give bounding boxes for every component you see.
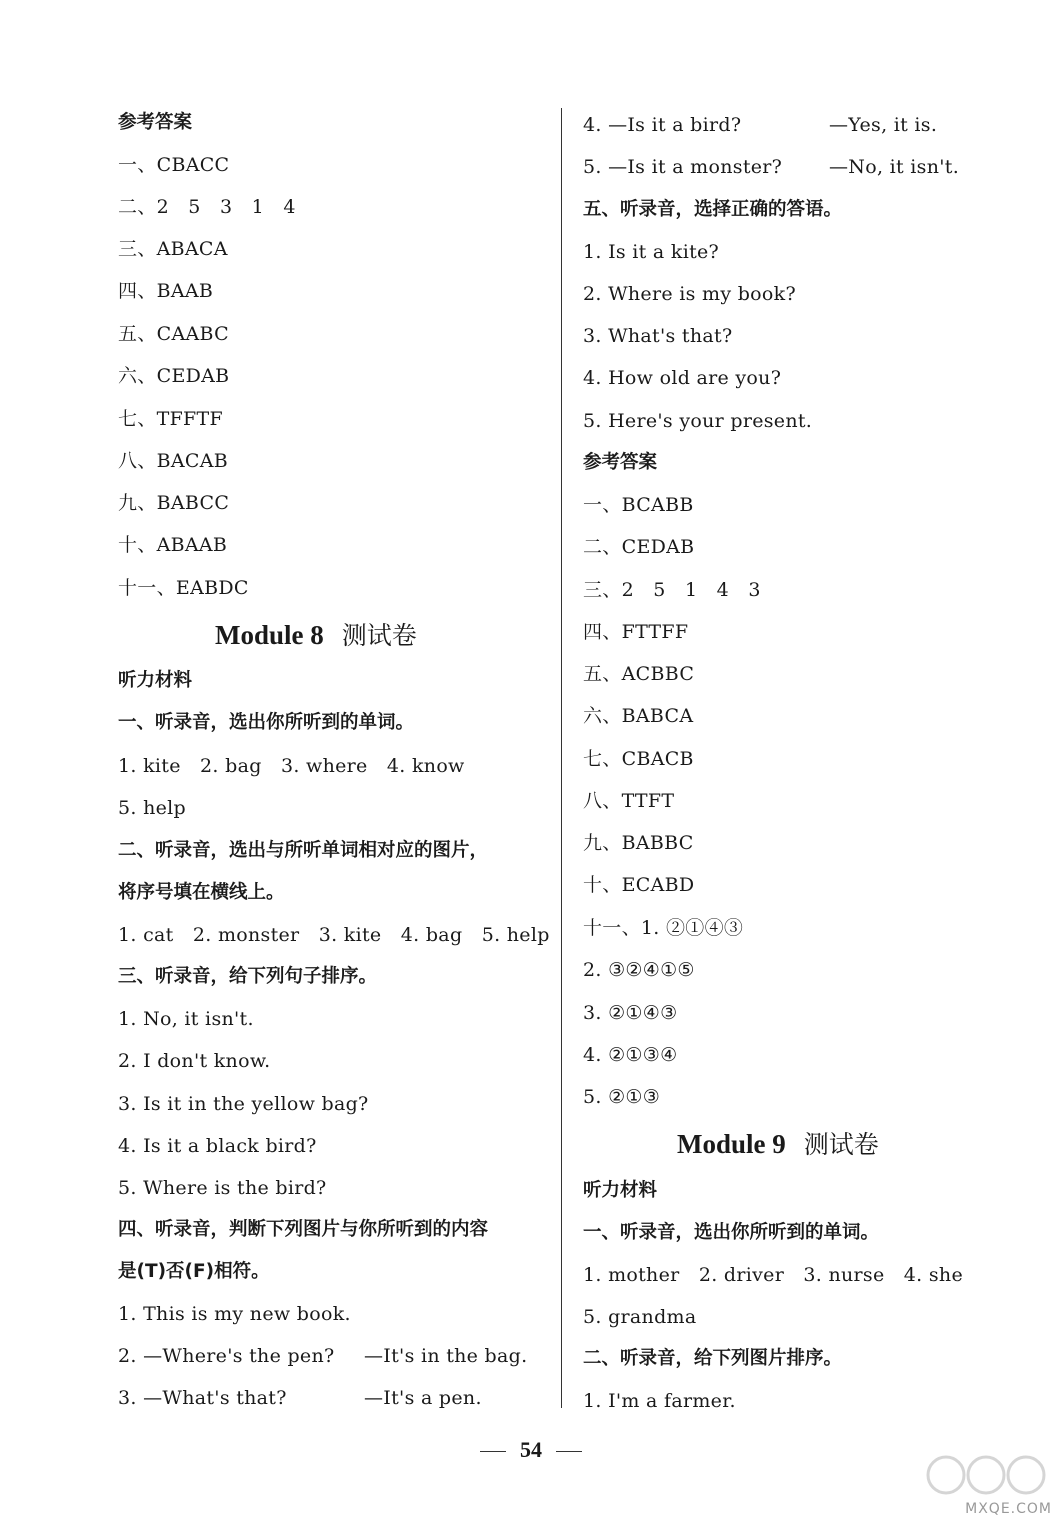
answer-line: 十一、EABDC: [118, 577, 249, 599]
dialogue-line: [118, 1385, 482, 1411]
listening-heading: 听力材料: [583, 1180, 658, 1201]
question-heading: 一、听录音，选出你所听到的单词。: [583, 1222, 880, 1243]
question-line: 5. help: [118, 797, 186, 819]
question-heading: 二、听录音，给下列图片排序。: [583, 1348, 843, 1369]
question-heading: 将序号填在横线上。: [118, 882, 285, 903]
module-title: Module 8: [215, 620, 324, 650]
module-subtitle: 测试卷: [341, 621, 417, 650]
answer-line: 八、BACAB: [118, 450, 229, 472]
question-line: 1. mother 2. driver 3. nurse 4. she: [583, 1264, 963, 1286]
dialogue-answer: —Yes, it is.: [829, 114, 938, 136]
sentence-item: 1. No, it isn't.: [118, 1008, 254, 1030]
dialogue-line: 1. This is my new book.: [118, 1303, 351, 1325]
sentence-item: 3. What's that?: [583, 325, 733, 347]
answer-line: 三、ABACA: [118, 238, 228, 260]
answer-line: 七、CBACB: [583, 748, 694, 770]
answer-line: 九、BABBC: [583, 832, 694, 854]
question-heading: 是(T)否(F)相符。: [118, 1261, 270, 1282]
module-8-title: [215, 618, 417, 653]
module-subtitle: 测试卷: [803, 1130, 879, 1159]
answer-line: 2. ③②④①⑤: [583, 959, 695, 981]
dialogue-line: [583, 112, 938, 138]
sentence-item: 2. I don't know.: [118, 1050, 271, 1072]
question-line: 5. grandma: [583, 1306, 697, 1328]
sentence-item: 5. Here's your present.: [583, 410, 813, 432]
sentence-item: 1. Is it a kite?: [583, 241, 720, 263]
question-line: 1. cat 2. monster 3. kite 4. bag 5. help: [118, 924, 550, 946]
dialogue-line: [118, 1343, 528, 1369]
page-number-dash: [556, 1451, 582, 1452]
dialogue-question: 5. —Is it a monster?: [583, 156, 783, 178]
answer-line: 六、BABCA: [583, 705, 694, 727]
sentence-item: 1. I'm a farmer.: [583, 1390, 736, 1412]
page-number-value: 54: [520, 1437, 542, 1462]
question-heading: 三、听录音，给下列句子排序。: [118, 966, 378, 987]
answer-line: 六、CEDAB: [118, 365, 230, 387]
listening-heading: 听力材料: [118, 670, 193, 691]
answer-line: 十、ECABD: [583, 874, 695, 896]
answer-line: 十、ABAAB: [118, 534, 228, 556]
dialogue-question: 4. —Is it a bird?: [583, 114, 742, 136]
answer-line: 一、BCABB: [583, 494, 694, 516]
answer-line: 3. ②①④③: [583, 1002, 678, 1024]
module-9-title: [677, 1127, 879, 1162]
page-number-dash: [480, 1451, 506, 1452]
answer-line: 二、CEDAB: [583, 536, 695, 558]
answers-heading: 参考答案: [583, 452, 658, 473]
answer-line: 三、2 5 1 4 3: [583, 579, 761, 601]
answer-line: 七、TFFTF: [118, 408, 223, 430]
column-divider: [561, 108, 562, 1408]
answer-line: 十一、1. ②①④③: [583, 917, 744, 939]
sentence-item: 2. Where is my book?: [583, 283, 796, 305]
answer-line: 八、TTFT: [583, 790, 675, 812]
answer-line: 九、BABCC: [118, 492, 230, 514]
question-heading: 四、听录音，判断下列图片与你所听到的内容: [118, 1219, 489, 1240]
answer-line: 四、FTTFF: [583, 621, 689, 643]
question-heading: 二、听录音，选出与所听单词相对应的图片，: [118, 840, 489, 861]
question-heading: 五、听录音，选择正确的答语。: [583, 199, 843, 220]
answer-line: 二、2 5 3 1 4: [118, 196, 296, 218]
answer-line: 五、CAABC: [118, 323, 229, 345]
sentence-item: 5. Where is the bird?: [118, 1177, 327, 1199]
answer-line: 五、ACBBC: [583, 663, 695, 685]
watermark-text: MXQE.COM: [965, 1501, 1052, 1517]
page-number: [0, 1437, 1062, 1463]
answers-heading: 参考答案: [118, 112, 193, 133]
sentence-item: 3. Is it in the yellow bag?: [118, 1093, 369, 1115]
question-line: 1. kite 2. bag 3. where 4. know: [118, 755, 465, 777]
question-heading: 一、听录音，选出你所听到的单词。: [118, 712, 415, 733]
answer-line: 4. ②①③④: [583, 1044, 678, 1066]
dialogue-question: 3. —What's that?: [118, 1387, 287, 1409]
answer-line: 四、BAAB: [118, 280, 214, 302]
answer-line: 一、CBACC: [118, 154, 230, 176]
dialogue-answer: —No, it isn't.: [829, 156, 960, 178]
module-title: Module 9: [677, 1129, 786, 1159]
dialogue-question: 2. —Where's the pen?: [118, 1345, 335, 1367]
dialogue-line: [583, 154, 960, 180]
sentence-item: 4. How old are you?: [583, 367, 782, 389]
sentence-item: 4. Is it a black bird?: [118, 1135, 317, 1157]
dialogue-answer: —It's a pen.: [364, 1387, 482, 1409]
answer-line: 5. ②①③: [583, 1086, 661, 1108]
dialogue-answer: —It's in the bag.: [364, 1345, 528, 1367]
